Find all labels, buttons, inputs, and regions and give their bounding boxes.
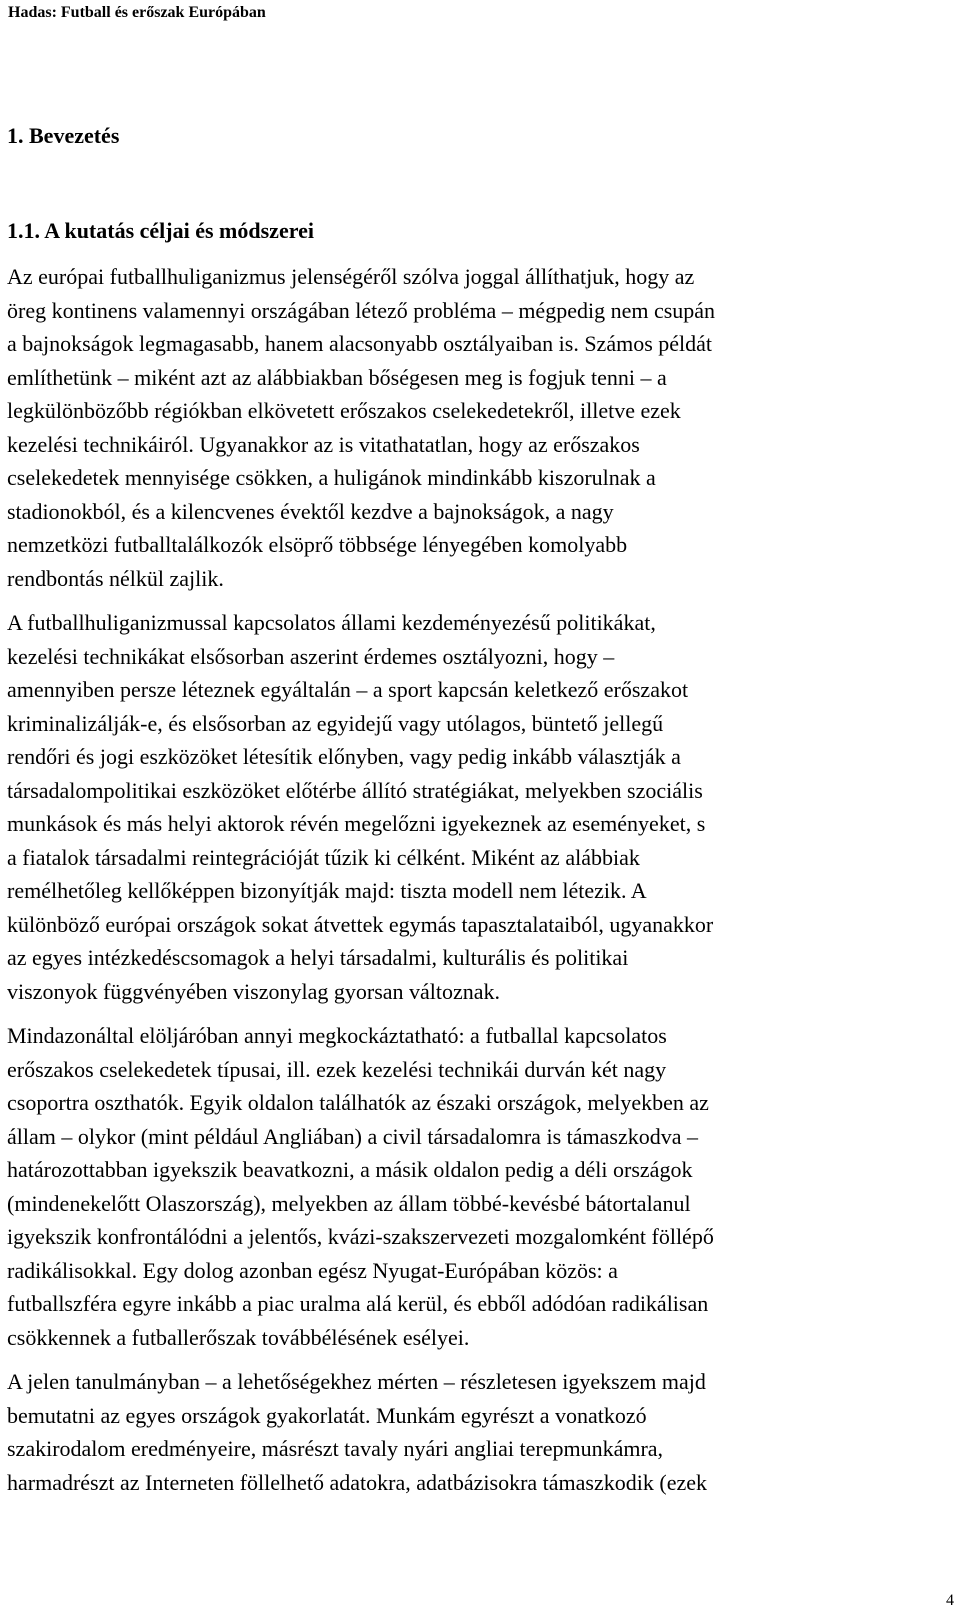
text-line: erőszakos cselekedetek típusai, ill. ezek kezelési technikái durván két nagy bbox=[7, 1056, 667, 1082]
text-line: radikálisokkal. Egy dolog azonban egész Nyugat-Európában közös: a bbox=[7, 1257, 618, 1283]
paragraph-3 bbox=[7, 1019, 960, 1354]
text-line: amennyiben persze léteznek egyáltalán – a sport kapcsán keletkező erőszakot bbox=[7, 677, 689, 702]
text-line: cselekedetek mennyisége csökken, a huligánok mindinkább kiszorulnak a bbox=[7, 465, 656, 490]
text-line: a fiatalok társadalmi reintegrációját tűzik ki célként. Miként az alábbiak bbox=[7, 844, 640, 870]
text-line: említhetünk – miként azt az alábbiakban bőségesen meg is fogjuk tenni – a bbox=[7, 364, 667, 390]
running-header: Hadas: Futball és erőszak Európában bbox=[8, 4, 266, 21]
text-line: kezelési technikáiról. Ugyanakkor az is vitathatatlan, hogy az erőszakos bbox=[7, 431, 640, 457]
text-line: öreg kontinens valamennyi országában létező probléma – mégpedig nem csupán bbox=[7, 297, 716, 323]
paragraph-1 bbox=[7, 260, 960, 595]
text-line: harmadrészt az Interneten föllelhető adatokra, adatbázisokra támaszkodik (ezek bbox=[7, 1469, 707, 1495]
text-line: rendbontás nélkül zajlik. bbox=[7, 565, 224, 591]
text-line: kriminalizálják-e, és elsősorban az egyidejű vagy utólagos, büntető jellegű bbox=[7, 710, 664, 736]
chapter-heading: 1. Bevezetés bbox=[7, 123, 120, 148]
text-line: szakirodalom eredményeire, másrészt tavaly nyári angliai terepmunkámra, bbox=[7, 1436, 664, 1461]
body-text bbox=[7, 260, 960, 1510]
text-line: különböző európai országok sokat átvettek egymás tapasztalataiból, ugyanakkor bbox=[7, 911, 714, 937]
text-line: Az európai futballhuliganizmus jelenségéről szólva joggal állíthatjuk, hogy az bbox=[7, 264, 695, 289]
text-line: kezelési technikákat elsősorban aszerint érdemes osztályozni, hogy – bbox=[7, 643, 615, 669]
section-heading: 1.1. A kutatás céljai és módszerei bbox=[7, 218, 314, 243]
text-line: állam – olykor (mint például Angliában) a civil társadalomra is támaszkodva – bbox=[7, 1123, 698, 1149]
text-line: csökkennek a futballerőszak továbbélésének esélyei. bbox=[7, 1324, 470, 1350]
text-line: A jelen tanulmányban – a lehetőségekhez mérten – részletesen igyekszem majd bbox=[7, 1369, 706, 1394]
text-line: bemutatni az egyes országok gyakorlatát. Munkám egyrészt a vonatkozó bbox=[7, 1402, 647, 1428]
text-line: remélhetőleg kellőképpen bizonyítják majd: tiszta modell nem létezik. A bbox=[7, 878, 647, 903]
text-line: igyekszik konfrontálódni a jelentős, kvázi-szakszervezeti mozgalomként föllépő bbox=[7, 1224, 714, 1249]
text-line: a bajnokságok legmagasabb, hanem alacsonyabb osztályaiban is. Számos példát bbox=[7, 331, 713, 356]
text-line: határozottabban igyekszik beavatkozni, a másik oldalon pedig a déli országok bbox=[7, 1157, 693, 1182]
paragraph-2 bbox=[7, 606, 960, 1008]
text-line: társadalompolitikai eszközöket előtérbe állító stratégiákat, melyekben szociális bbox=[7, 777, 703, 803]
text-line: rendőri és jogi eszközöket létesítik előnyben, vagy pedig inkább választják a bbox=[7, 744, 681, 769]
text-line: futballszféra egyre inkább a piac uralma alá kerül, és ebből adódóan radikálisan bbox=[7, 1291, 709, 1316]
text-line: munkások és más helyi aktorok révén megelőzni igyekeznek az eseményeket, s bbox=[7, 811, 706, 836]
text-line: stadionokból, és a kilencvenes évektől kezdve a bajnokságok, a nagy bbox=[7, 498, 614, 524]
text-line: viszonyok függvényében viszonylag gyorsan változnak. bbox=[7, 978, 501, 1004]
text-line: csoportra oszthatók. Egyik oldalon találhatók az északi országok, melyekben az bbox=[7, 1090, 709, 1115]
text-line: (mindenekelőtt Olaszország), melyekben az állam többé-kevésbé bátortalanul bbox=[7, 1190, 691, 1216]
text-line: legkülönbözőbb régiókban elkövetett erőszakos cselekedetekről, illetve ezek bbox=[7, 398, 681, 423]
text-line: nemzetközi futballtalálkozók elsöprő többsége lényegében komolyabb bbox=[7, 532, 628, 557]
text-line: A futballhuliganizmussal kapcsolatos állami kezdeményezésű politikákat, bbox=[7, 610, 656, 635]
text-line: az egyes intézkedéscsomagok a helyi társadalmi, kulturális és politikai bbox=[7, 945, 629, 970]
paragraph-4 bbox=[7, 1365, 960, 1499]
page-number: 4 bbox=[946, 1592, 954, 1609]
text-line: Mindazonáltal elöljáróban annyi megkockáztatható: a futballal kapcsolatos bbox=[7, 1023, 667, 1048]
